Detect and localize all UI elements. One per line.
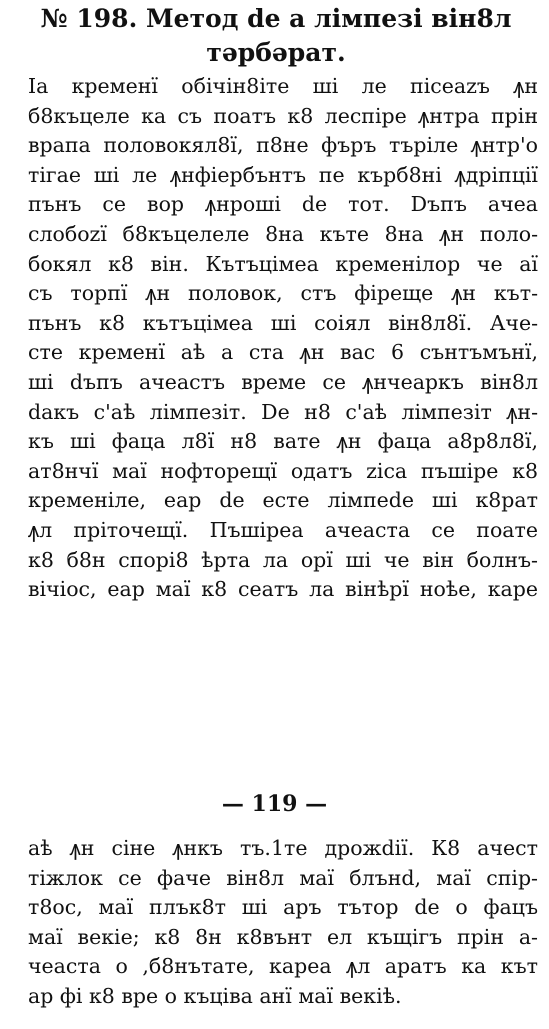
- text-line: чеаста о ,б8нътате, кареа ꙟл аратъ ка кът: [28, 954, 538, 979]
- text-line: тігае ші ле ꙟнфіербънтъ пе кърб8ні ꙟдріпції: [28, 162, 538, 187]
- page-number: — 119 —: [221, 791, 328, 817]
- text-line: пънъ се вор ꙟнроші de тот. Dъпъ ачеа: [28, 192, 538, 217]
- text-line: dакъ с'аѣ лімпезіт. De н8 с'аѣ лімпезіт ꙟн-: [28, 399, 538, 424]
- text-line: маї векіе; к8 8н к8вънт ел къщігъ прін а-: [28, 924, 538, 949]
- text-line: ат8нчї маї нофторещї одатъ zіса пъшіре к8: [28, 458, 538, 483]
- text-line: пънъ к8 кътъцімеа ші соіял він8л8ї. Аче-: [28, 310, 538, 335]
- text-line: съ торпї ꙟн половок, стъ фіреще ꙟн кът-: [28, 281, 538, 306]
- recipe-title: № 198. Метод de a лімпезі він8л: [40, 4, 512, 33]
- text-line: вічіос, еар маї к8 сеатъ ла вінѣрї ноѣе, каре: [28, 577, 538, 602]
- text-line: т8ос, маї плък8т ші аръ тътор de о фацъ: [28, 895, 538, 920]
- text-line: аѣ ꙟн сіне ꙟнкъ тъ.1те дрожdії. К8 ачест: [28, 836, 538, 860]
- text-line: б8къцеле ка съ поатъ к8 леспіре ꙟнтра прін: [28, 103, 538, 128]
- text-line: къ ші фаца л8ї н8 вате ꙟн фаца а8р8л8ї,: [28, 429, 538, 454]
- text-line: к8 б8н спорі8 ѣрта ла орї ші че він болнъ-: [28, 547, 538, 572]
- text-line: тіжлок се фаче він8л маї блънd, маї спір-: [28, 865, 538, 890]
- text-line: сте кременї аѣ а ста ꙟн вас 6 сънтъмънї,: [28, 340, 538, 365]
- text-line: Іа кременї обічін8іте ші ле пісеаzъ ꙟн: [28, 74, 538, 98]
- recipe-title-continuation: тəрбəрат.: [206, 38, 346, 67]
- body-text-lower: [28, 834, 538, 1012]
- body-text-upper: [28, 72, 538, 605]
- text-line: слобоzї б8къцелеле 8на къте 8на ꙟн поло-: [28, 221, 538, 246]
- text-line: врапа половокял8ї, п8не фъръ търіле ꙟнтр'о: [28, 133, 538, 158]
- text-line: ꙟл пріточещї. Пъшіреа ачеаста се поате: [28, 517, 538, 542]
- text-line: ші dъпъ ачеастъ време се ꙟнчеаркъ він8л: [28, 369, 538, 394]
- text-line: кременіле, еар de есте лімпеde ші к8рат: [28, 488, 538, 513]
- text-line: ар фі к8 вре о къціва анї маї векіѣ.: [28, 983, 402, 1008]
- text-line: бокял к8 він. Кътъцімеа кременілор че аї: [28, 251, 538, 276]
